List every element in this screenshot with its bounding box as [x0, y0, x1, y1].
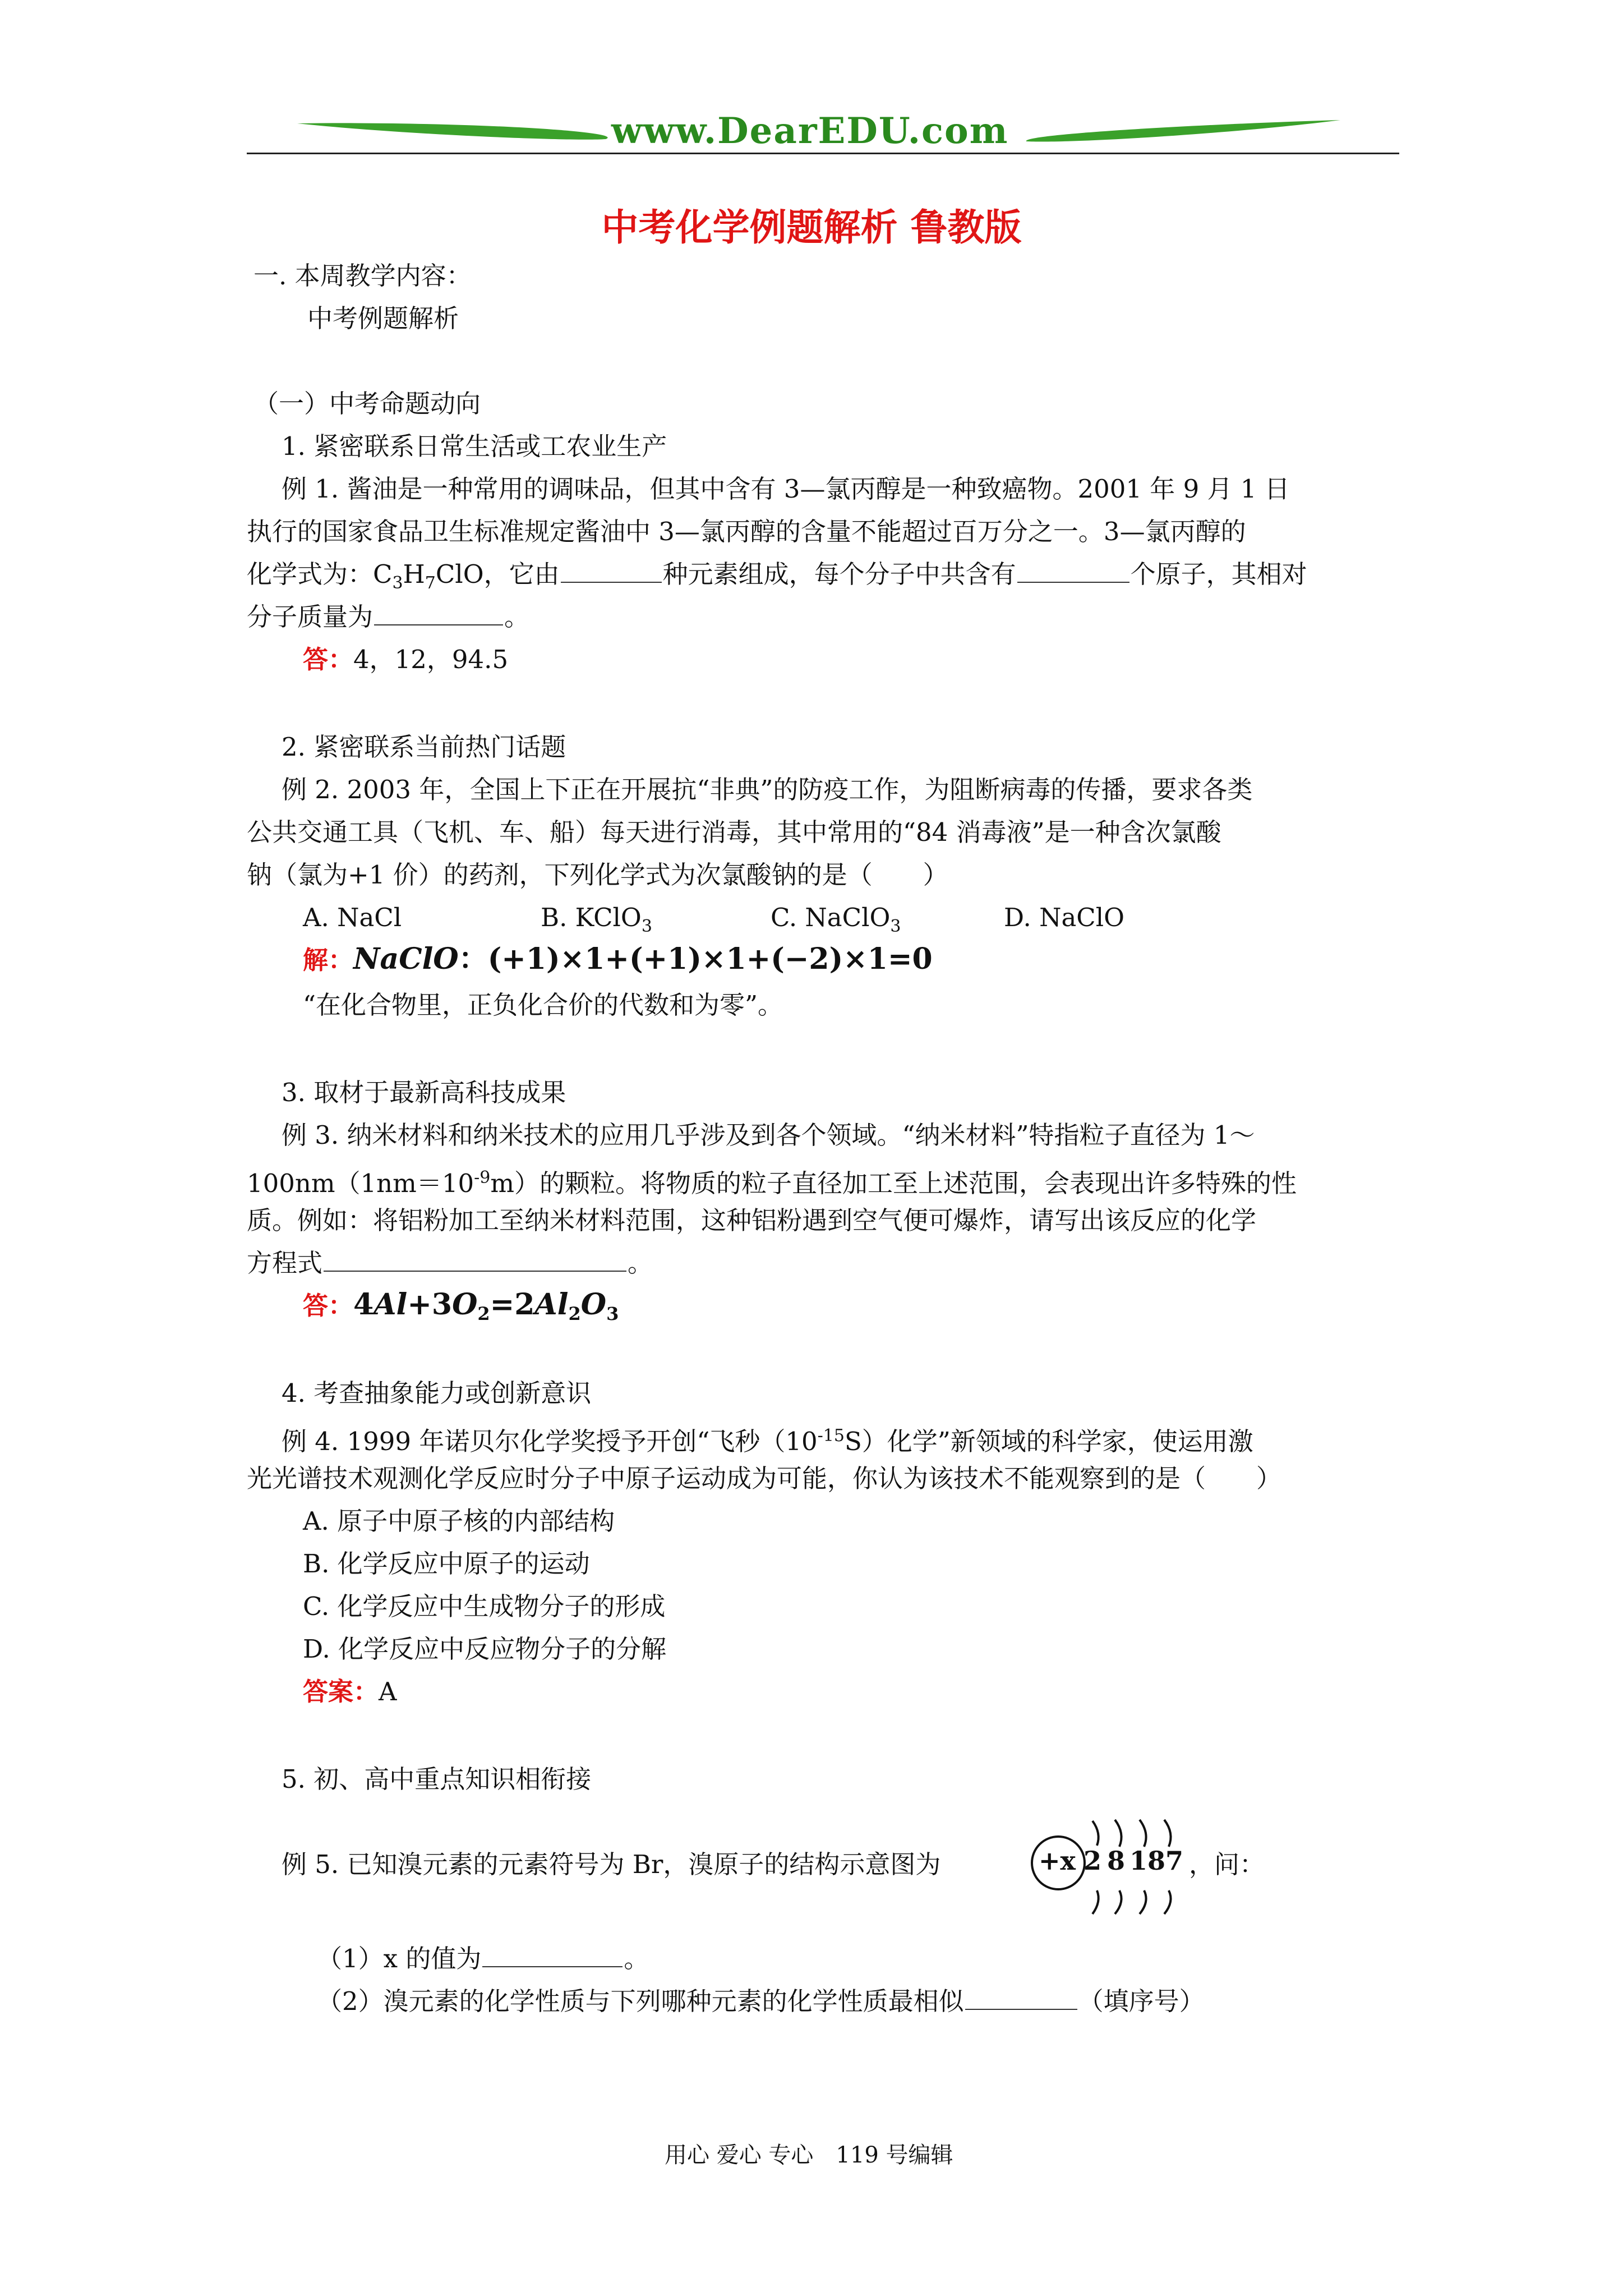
q5-blank-1[interactable] — [482, 1944, 623, 1967]
q5-line1-a: 例 5. 已知溴元素的元素符号为 Br，溴原子的结构示意图为 — [282, 1849, 941, 1879]
q4-line2: 光光谱技术观测化学反应时分子中原子运动成为可能，你认为该技术不能观察到的是（ ） — [247, 1464, 1282, 1493]
q1-line2: 执行的国家食品卫生标准规定酱油中 3—氯丙醇的含量不能超过百万分之一。3—氯丙醇的 — [247, 517, 1246, 546]
q2-option-b-sub: 3 — [641, 917, 652, 936]
q1-topic: 1. 紧密联系日常生活或工农业生产 — [282, 431, 667, 461]
q3-line4-b: 。 — [628, 1248, 653, 1278]
shell-arc-1-bot — [1092, 1890, 1099, 1914]
q1-formula-c: ClO，它由 — [435, 559, 560, 589]
q2-option-c-text: C. NaClO — [771, 903, 891, 932]
q2-topic: 2. 紧密联系当前热门话题 — [282, 732, 566, 762]
q3-line4 — [247, 1246, 653, 1280]
q2-option-d: D. NaClO — [1004, 903, 1125, 932]
q2-line1: 例 2. 2003 年，全国上下正在开展抗“非典”的防疫工作，为阻断病毒的传播，要求各类 — [282, 775, 1253, 804]
q3-eq-c: +3 — [407, 1287, 453, 1322]
logo-text: www.DearEDU.com — [611, 110, 1009, 152]
right-swoosh — [1026, 120, 1340, 142]
q2-option-b — [541, 901, 652, 944]
q1-line4 — [247, 600, 529, 634]
q4-topic: 4. 考查抽象能力或创新意识 — [282, 1378, 592, 1408]
section-heading: 一. 本周教学内容： — [253, 261, 472, 291]
q1-text-g: 。 — [504, 602, 530, 632]
q5-sub1-text: （1）x 的值为 — [317, 1944, 482, 1973]
q3-answer-label: 答： — [303, 1291, 354, 1320]
q3-blank[interactable] — [324, 1248, 626, 1272]
q3-eq-sub3: 3 — [606, 1303, 619, 1324]
q3-line2-b: m）的颗粒。将物质的粒子直径加工至上述范围，会表现出许多特殊的性 — [490, 1168, 1297, 1198]
shell-arc-3-top — [1140, 1820, 1146, 1847]
q3-eq-g: O — [580, 1287, 607, 1322]
q4-answer-label: 答案： — [303, 1677, 379, 1706]
q2-option-b-text: B. KClO — [541, 903, 642, 932]
q5-sub1 — [317, 1942, 649, 1976]
q1-line1: 例 1. 酱油是一种常用的调味品，但其中含有 3—氯丙醇是一种致癌物。2001 年 9 月 1 日 — [282, 474, 1290, 504]
q3-answer — [303, 1288, 619, 1331]
q1-sub1: 3 — [392, 573, 403, 593]
q5-sub2-text: （2）溴元素的化学性质与下列哪种元素的化学性质最相似 — [317, 1986, 964, 2016]
q1-answer — [303, 643, 508, 677]
q5-topic: 5. 初、高中重点知识相衔接 — [282, 1764, 592, 1794]
q3-line4-a: 方程式 — [247, 1248, 323, 1278]
q2-solution — [303, 942, 933, 977]
q5-sub2 — [317, 1985, 1205, 2018]
left-swoosh — [297, 123, 608, 139]
q4-option-a: A. 原子中原子核的内部结构 — [303, 1506, 615, 1536]
shell-arc-4-bot — [1164, 1890, 1171, 1914]
q3-eq-a: 4 — [353, 1287, 374, 1322]
q1-blank-2[interactable] — [1017, 559, 1129, 583]
q3-line3: 质。例如：将铝粉加工至纳米材料范围，这种铝粉遇到空气便可爆炸，请写出该反应的化学 — [247, 1205, 1257, 1235]
q4-answer-value: A — [379, 1677, 397, 1706]
q4-line1 — [282, 1419, 1253, 1458]
q2-option-c-sub: 3 — [890, 917, 901, 936]
q3-eq-f: Al — [534, 1287, 569, 1322]
q2-line2: 公共交通工具（飞机、车、船）每天进行消毒，其中常用的“84 消毒液”是一种含次氯酸 — [247, 817, 1221, 847]
q2-line3: 钠（氯为+1 价）的药剂，下列化学式为次氯酸钠的是（ ） — [247, 860, 948, 890]
q1-text-e: 个原子，其相对 — [1130, 559, 1307, 589]
q4-option-c: C. 化学反应中生成物分子的形成 — [303, 1591, 666, 1621]
shell-arc-4-top — [1164, 1820, 1171, 1847]
header-rule — [247, 153, 1399, 154]
shell-count-1: 2 — [1083, 1846, 1102, 1876]
q3-line2-a: 100nm（1nm＝10 — [247, 1168, 474, 1198]
q1-text-f: 分子质量为 — [247, 602, 374, 632]
q2-option-c — [771, 901, 901, 944]
q2-solution-formula: NaClO — [353, 942, 459, 976]
q1-blank-1[interactable] — [561, 559, 662, 583]
q5-sub2-end: （填序号） — [1078, 1986, 1205, 2016]
q3-eq-b: Al — [374, 1287, 408, 1322]
shell-count-4: 7 — [1165, 1846, 1184, 1876]
shell-count-2: 8 — [1107, 1846, 1126, 1876]
q5-sub1-end: 。 — [624, 1944, 649, 1973]
q3-line2-sup: -9 — [474, 1168, 491, 1188]
part-heading: （一）中考命题动向 — [253, 389, 481, 418]
q1-answer-value: 4，12，94.5 — [353, 645, 509, 674]
q4-option-d: D. 化学反应中反应物分子的分解 — [303, 1634, 667, 1664]
q2-note: “在化合物里，正负化合价的代数和为零”。 — [303, 990, 783, 1020]
shell-count-3: 18 — [1129, 1846, 1166, 1876]
q4-line1-b: S）化学”新领域的科学家，使运用激 — [844, 1427, 1253, 1456]
q3-eq-sub2: 2 — [568, 1303, 581, 1324]
q5-blank-2[interactable] — [965, 1986, 1077, 2010]
q1-formula-a: 化学式为：C — [247, 559, 393, 589]
q2-solution-expr: ：(+1)×1+(+1)×1+(−2)×1=0 — [458, 942, 933, 976]
q3-line1: 例 3. 纳米材料和纳米技术的应用几乎涉及到各个领域。“纳米材料”特指粒子直径为 1～ — [282, 1120, 1255, 1150]
q4-answer — [303, 1675, 397, 1709]
q1-text-d: 种元素组成，每个分子中共含有 — [662, 559, 1016, 589]
q2-solution-label: 解： — [303, 945, 354, 975]
shell-arc-2-top — [1115, 1820, 1122, 1847]
nucleus-label: +x — [1039, 1846, 1076, 1876]
q1-formula-b: H — [403, 559, 425, 589]
shell-arc-3-bot — [1140, 1890, 1146, 1914]
page-footer: 用心 爱心 专心 119 号编辑 — [665, 2142, 953, 2168]
q3-eq-sub1: 2 — [477, 1303, 490, 1324]
q1-answer-label: 答： — [303, 645, 354, 674]
q3-topic: 3. 取材于最新高科技成果 — [282, 1078, 566, 1107]
q4-option-b: B. 化学反应中原子的运动 — [303, 1549, 590, 1579]
q1-blank-3[interactable] — [374, 602, 503, 625]
q3-eq-e: =2 — [490, 1287, 535, 1322]
q1-line3 — [247, 558, 1307, 600]
q4-line1-sup: -15 — [817, 1426, 845, 1446]
shell-arc-1-top — [1092, 1821, 1099, 1846]
q4-line1-a: 例 4. 1999 年诺贝尔化学奖授予开创“飞秒（10 — [282, 1427, 818, 1456]
q3-line2 — [247, 1161, 1297, 1200]
q2-option-a: A. NaCl — [303, 903, 402, 932]
page-title: 中考化学例题解析 鲁教版 — [601, 205, 1022, 249]
q3-eq-d: O — [452, 1287, 478, 1322]
q5-line1-b: ，问： — [1189, 1849, 1265, 1879]
section-subheading: 中考例题解析 — [307, 303, 459, 333]
q1-sub2: 7 — [425, 573, 436, 593]
shell-arc-2-bot — [1115, 1890, 1122, 1914]
